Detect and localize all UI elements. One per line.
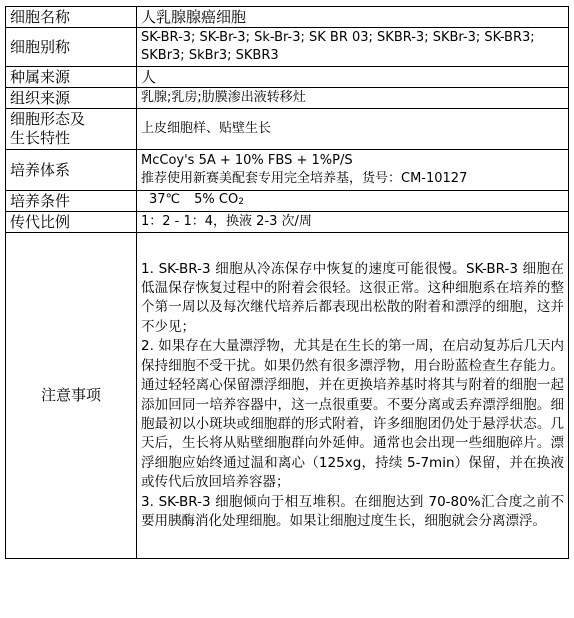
value-passage-ratio: 1：2 - 1：4，换液 2-3 次/周 (137, 212, 569, 233)
value-notes (137, 233, 569, 559)
row-passage-ratio (6, 212, 569, 233)
cell-info-sheet (5, 6, 569, 559)
label-culture-system: 培养体系 (6, 150, 137, 191)
culture-medium-formula: McCoy's 5A + 10% FBS + 1%P/S (141, 153, 353, 168)
label-culture-condition: 培养条件 (6, 191, 137, 212)
value-culture-system (137, 150, 569, 191)
label-tissue: 组织来源 (6, 88, 137, 109)
condition-temperature: 37℃ (149, 192, 181, 207)
label-passage-ratio: 传代比例 (6, 212, 137, 233)
value-species: 人 (137, 67, 569, 88)
value-cell-alias: SK-BR-3; SK-Br-3; Sk-Br-3; SK BR 03; SKBR-3; SKBr-3; SK-BR3; SKBr3; SkBr3; SKBR3 (137, 28, 569, 67)
condition-gas-subscript: 2 (238, 197, 244, 207)
value-culture-condition (137, 191, 569, 212)
row-cell-alias (6, 28, 569, 67)
row-culture-system (6, 150, 569, 191)
label-notes: 注意事项 (6, 233, 137, 559)
row-culture-condition (6, 191, 569, 212)
row-tissue (6, 88, 569, 109)
row-species (6, 67, 569, 88)
label-cell-name: 细胞名称 (6, 7, 137, 28)
value-tissue: 乳腺;乳房;肋膜渗出液转移灶 (137, 88, 569, 109)
row-notes (6, 233, 569, 559)
row-morphology (6, 109, 569, 150)
label-morphology-line1: 细胞形态及 (10, 110, 86, 128)
note-item-1: 1. SK-BR-3 细胞从冷冻保存中恢复的速度可能很慢。SK-BR-3 细胞在低温保存恢复过程中的附着会很轻。这很正常。这种细胞系在培养的整个第一周以及每次继代培养后都表现出松散的附着和漂浮的细胞，这并不少见； (141, 260, 564, 335)
culture-medium-recommendation: 推荐使用新赛美配套专用完全培养基，货号：CM-10127 (141, 171, 468, 186)
value-cell-name: 人乳腺腺癌细胞 (137, 7, 569, 28)
note-item-3: 3. SK-BR-3 细胞倾向于相互堆积。在细胞达到 70-80%汇合度之前不要用胰酶消化处理细胞。如果让细胞过度生长，细胞就会分离漂浮。 (141, 493, 564, 529)
condition-gas: 5% CO (194, 192, 239, 207)
label-morphology (6, 109, 137, 150)
label-cell-alias: 细胞别称 (6, 28, 137, 67)
cell-info-table (5, 6, 569, 559)
value-morphology: 上皮细胞样、贴壁生长 (137, 109, 569, 150)
row-cell-name (6, 7, 569, 28)
note-item-2: 2. 如果存在大量漂浮物，尤其是在生长的第一周，在启动复苏后几天内保持细胞不受干扰。如果仍然有很多漂浮物，用台盼蓝检查生存能力。通过轻轻离心保留漂浮细胞，并在更换培养基时将其与附着的细胞一起添加回同一培养容器中，这一点很重要。不要分离或丢弃漂浮细胞。细胞最初以小斑块或细胞群的形式附着，许多细胞团仍处于悬浮状态。几天后，生长将从贴壁细胞群向外延伸。通常也会出现一些细胞碎片。漂浮细胞应始终通过温和离心（125xg，持续 5-7min）保留，并在换液或传代后放回培养容器； (141, 338, 564, 491)
label-morphology-line2: 生长特性 (10, 129, 71, 147)
label-species: 种属来源 (6, 67, 137, 88)
